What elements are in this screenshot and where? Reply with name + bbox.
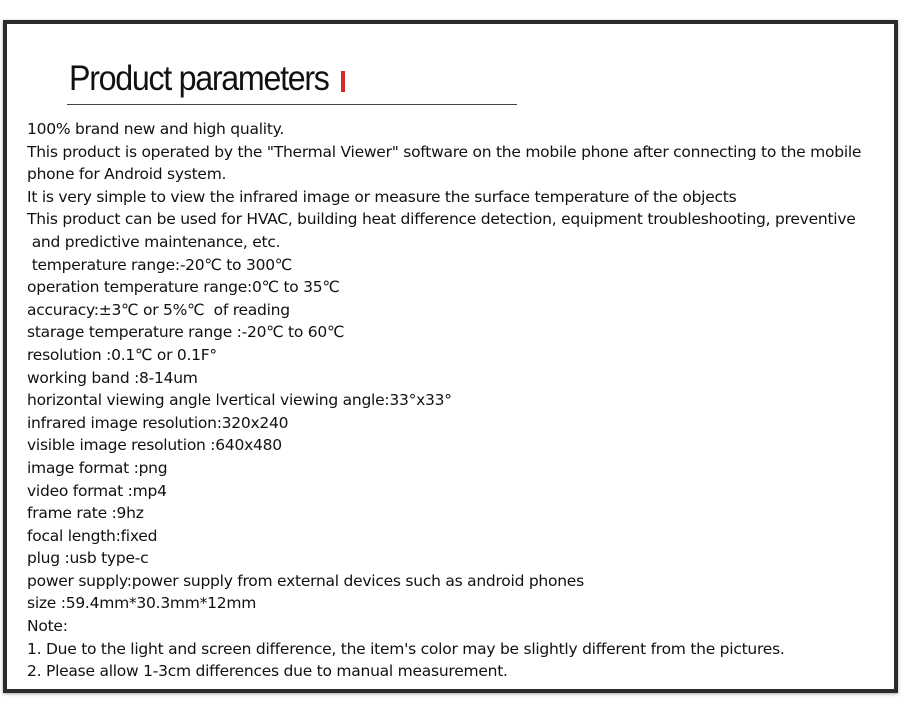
param-size: size :59.4mm*30.3mm*12mm	[27, 594, 257, 613]
param-focal-length: focal length:fixed	[27, 526, 158, 545]
param-viewing-angle: horizontal viewing angle lvertical viewing angle:33°x33°	[27, 391, 452, 410]
param-plug: plug :usb type-c	[27, 549, 149, 568]
usage-description: It is very simple to view the infrared image or measure the surface temperature of the objects	[27, 187, 737, 206]
parameter-list	[27, 118, 887, 683]
param-storage-temperature: starage temperature range :-20℃ to 60℃	[27, 323, 345, 342]
param-resolution: resolution :0.1℃ or 0.1F°	[27, 345, 217, 364]
param-video-format: video format :mp4	[27, 481, 167, 500]
note-item-measurement: 2. Please allow 1-3cm differences due to manual measurement.	[27, 662, 508, 681]
content-frame	[3, 20, 898, 693]
param-power-supply: power supply:power supply from external devices such as android phones	[27, 571, 584, 590]
param-working-band: working band :8-14um	[27, 368, 198, 387]
note-item-color: 1. Due to the light and screen difference, the item's color may be slightly different from the pictures.	[27, 639, 785, 658]
title-underline	[67, 104, 517, 105]
note-heading: Note:	[27, 617, 68, 636]
param-visible-resolution: visible image resolution :640x480	[27, 436, 282, 455]
param-operation-temperature: operation temperature range:0℃ to 35℃	[27, 278, 340, 297]
param-frame-rate: frame rate :9hz	[27, 504, 144, 523]
page-title: Product parameters	[69, 59, 329, 98]
software-description: This product is operated by the "Thermal Viewer" software on the mobile phone after connecting to the mobile phone for Android system.	[27, 142, 866, 184]
param-temperature-range: temperature range:-20℃ to 300℃	[27, 255, 292, 274]
param-accuracy: accuracy:±3℃ or 5%℃ of reading	[27, 300, 290, 319]
param-infrared-resolution: infrared image resolution:320x240	[27, 413, 289, 432]
intro-line: 100% brand new and high quality.	[27, 120, 285, 138]
application-description: This product can be used for HVAC, building heat difference detection, equipment troubleshooting, preventive and predictive maintenance, etc.	[27, 210, 856, 251]
param-image-format: image format :png	[27, 458, 168, 477]
title-accent-marker	[341, 71, 345, 92]
